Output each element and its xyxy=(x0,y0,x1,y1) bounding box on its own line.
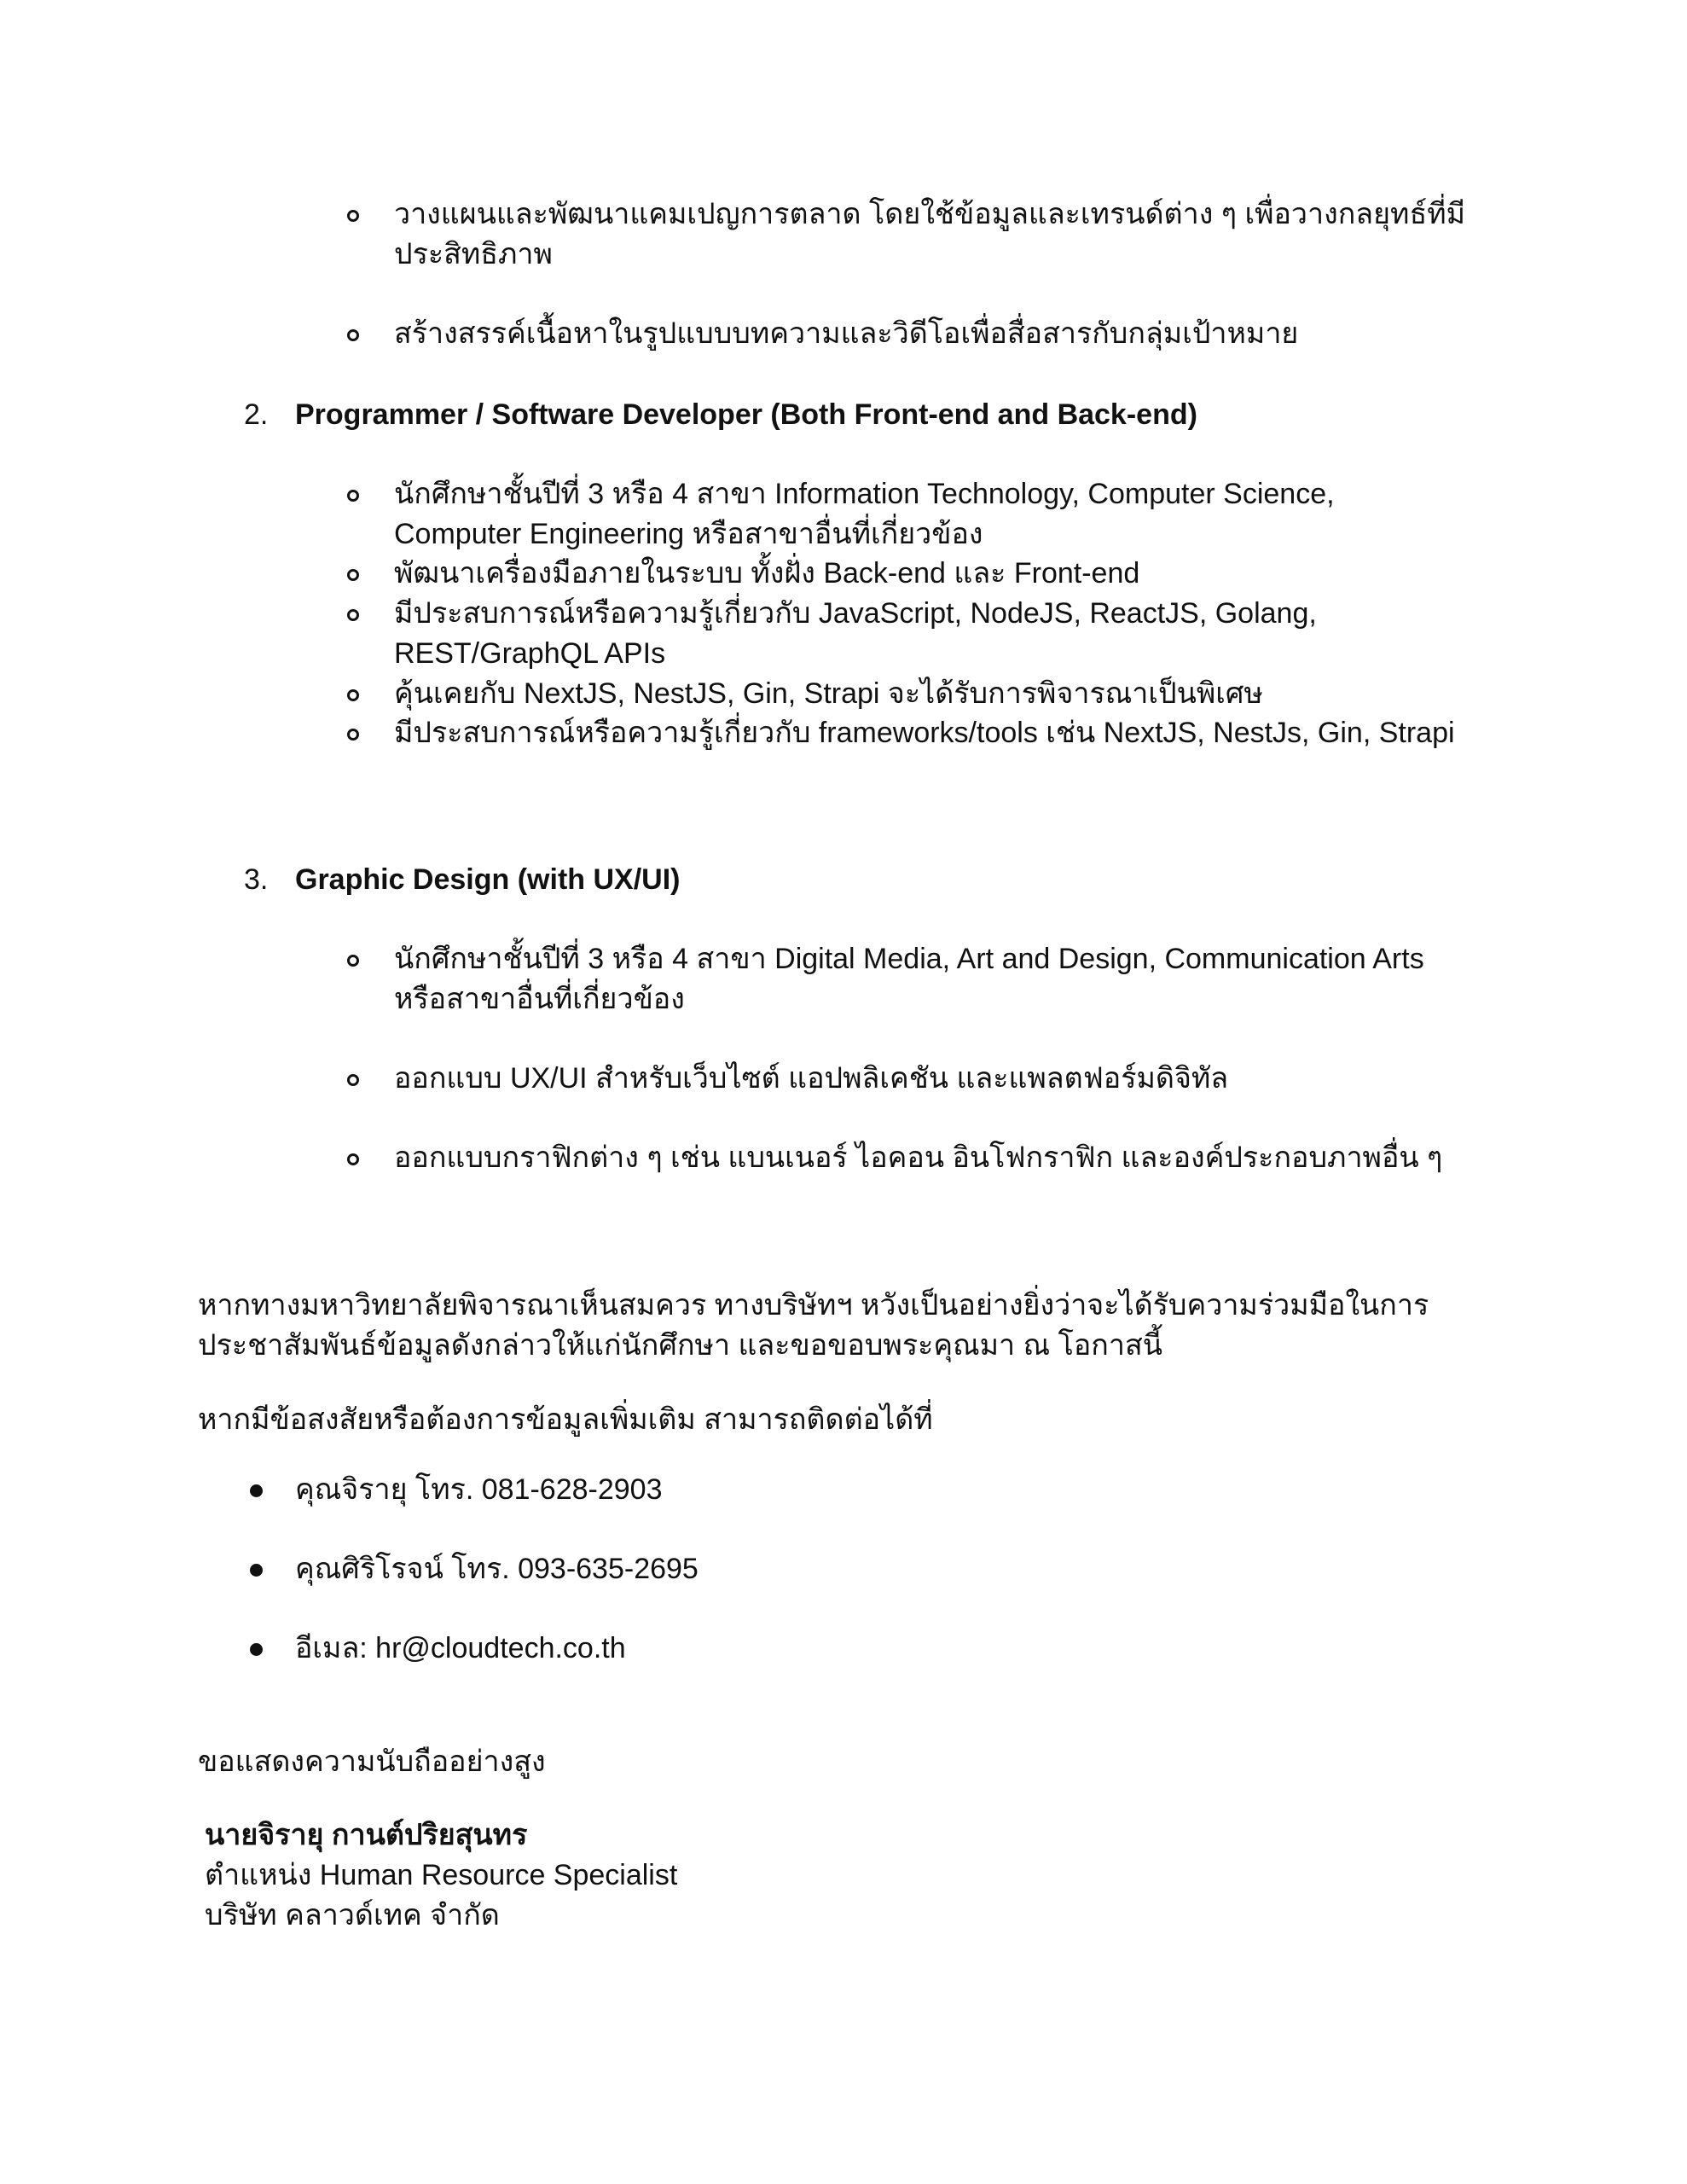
regards-text: ขอแสดงความนับถืออย่างสูง xyxy=(198,1745,546,1778)
hollow-bullet-icon xyxy=(347,569,359,581)
contact-item: คุณศิริโรจน์ โทร. 093-635-2695 xyxy=(295,1553,699,1585)
list-item-text: นักศึกษาชั้นปีที่ 3 หรือ 4 สาขา Digital Media, Art and Design, Communication Arts xyxy=(394,943,1424,975)
hollow-bullet-icon xyxy=(347,1153,359,1165)
list-item-text: คุ้นเคยกับ NextJS, NestJS, Gin, Strapi จะได้รับการพิจารณาเป็นพิเศษ xyxy=(394,677,1263,710)
solid-bullet-icon xyxy=(250,1643,263,1656)
hollow-bullet-icon xyxy=(347,1074,359,1086)
contact-email: อีเมล: hr@cloudtech.co.th xyxy=(295,1632,626,1664)
hollow-bullet-icon xyxy=(347,689,359,701)
list-item-text: สร้างสรรค์เนื้อหาในรูปแบบบทความและวิดีโอเพื่อสื่อสารกับกลุ่มเป้าหมาย xyxy=(394,317,1299,350)
list-item-text: มีประสบการณ์หรือความรู้เกี่ยวกับ frameworks/tools เช่น NextJS, NestJs, Gin, Strapi xyxy=(394,717,1455,749)
hollow-bullet-icon xyxy=(347,729,359,741)
solid-bullet-icon xyxy=(250,1564,263,1577)
solid-bullet-icon xyxy=(250,1484,263,1497)
list-item-text: ประสิทธิภาพ xyxy=(394,238,553,270)
list-item-text: พัฒนาเครื่องมือภายในระบบ ทั้งฝั่ง Back-end และ Front-end xyxy=(394,557,1140,590)
hollow-bullet-icon xyxy=(347,210,359,222)
section-title: Programmer / Software Developer (Both Front-end and Back-end) xyxy=(295,398,1197,431)
list-item-text: ออกแบบกราฟิกต่าง ๆ เช่น แบนเนอร์ ไอคอน อินโฟกราฟิก และองค์ประกอบภาพอื่น ๆ xyxy=(394,1141,1443,1174)
list-item-text: Computer Engineering หรือสาขาอื่นที่เกี่ยวข้อง xyxy=(394,518,983,550)
hollow-bullet-icon xyxy=(347,490,359,502)
hollow-bullet-icon xyxy=(347,955,359,967)
list-item-text: หรือสาขาอื่นที่เกี่ยวข้อง xyxy=(394,983,685,1015)
list-item-text: ออกแบบ UX/UI สำหรับเว็บไซต์ แอปพลิเคชัน และแพลตฟอร์มดิจิทัล xyxy=(394,1062,1229,1095)
contact-item: คุณจิรายุ โทร. 081-628-2903 xyxy=(295,1473,663,1506)
signer-name: นายจิรายุ กานต์ปริยสุนทร xyxy=(205,1819,528,1851)
section-number: 3. xyxy=(244,863,269,896)
signer-position: ตำแหน่ง Human Resource Specialist xyxy=(205,1859,678,1891)
signer-company: บริษัท คลาวด์เทค จำกัด xyxy=(205,1899,500,1931)
hollow-bullet-icon xyxy=(347,329,359,341)
list-item-text: มีประสบการณ์หรือความรู้เกี่ยวกับ JavaScript, NodeJS, ReactJS, Golang, xyxy=(394,597,1317,630)
list-item-text: นักศึกษาชั้นปีที่ 3 หรือ 4 สาขา Information Technology, Computer Science, xyxy=(394,478,1335,510)
closing-paragraph-line: หากทางมหาวิทยาลัยพิจารณาเห็นสมควร ทางบริษัทฯ หวังเป็นอย่างยิ่งว่าจะได้รับความร่วมมือในการ xyxy=(198,1289,1429,1321)
section-number: 2. xyxy=(244,398,269,431)
closing-paragraph-line: ประชาสัมพันธ์ข้อมูลดังกล่าวให้แก่นักศึกษา และขอขอบพระคุณมา ณ โอกาสนี้ xyxy=(198,1329,1162,1362)
contact-intro: หากมีข้อสงสัยหรือต้องการข้อมูลเพิ่มเติม สามารถติดต่อได้ที่ xyxy=(198,1403,933,1436)
hollow-bullet-icon xyxy=(347,609,359,621)
list-item-text: วางแผนและพัฒนาแคมเปญการตลาด โดยใช้ข้อมูลและเทรนด์ต่าง ๆ เพื่อวางกลยุทธ์ที่มี xyxy=(394,198,1466,230)
list-item-text: REST/GraphQL APIs xyxy=(394,637,666,670)
section-title: Graphic Design (with UX/UI) xyxy=(295,863,681,896)
